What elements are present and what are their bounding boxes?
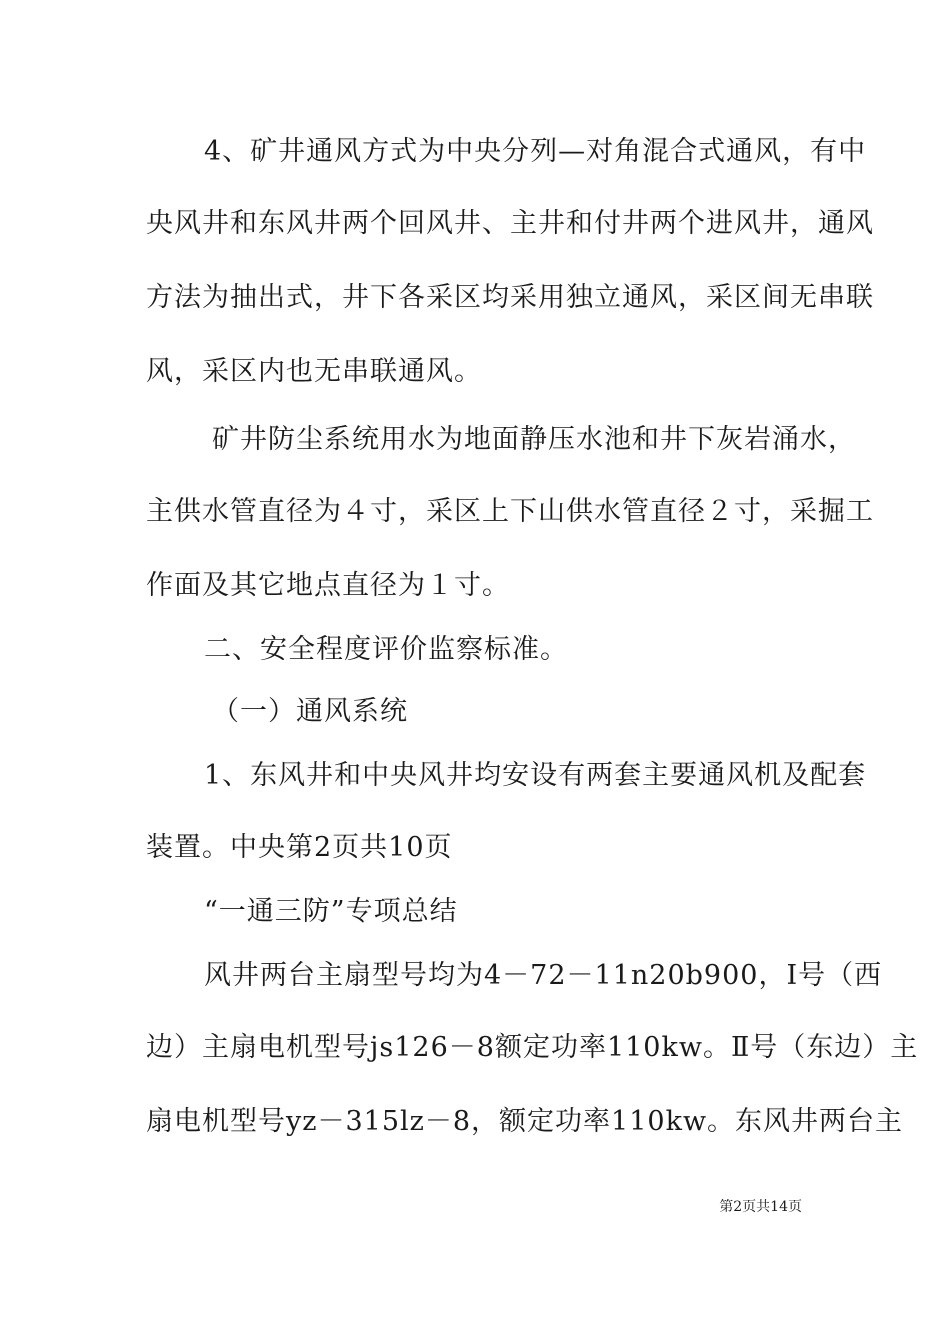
paragraph-line-8: 1、东风井和中央风井均安设有两套主要通风机及配套 (204, 760, 867, 791)
paragraph-line-3: 方法为抽出式，井下各采区均采用独立通风，采区间无串联 (146, 282, 874, 313)
subsection-heading: （一）通风系统 (212, 696, 408, 727)
paragraph-line-5: 矿井防尘系统用水为地面静压水池和井下灰岩涌水， (212, 424, 856, 455)
paragraph-line-10: 风井两台主扇型号均为4－72－11n20b900，Ⅰ号（西 (204, 960, 883, 991)
paragraph-line-9: 装置。中央第2页共10页 (146, 832, 453, 863)
paragraph-line-6: 主供水管直径为４寸，采区上下山供水管直径２寸，采掘工 (146, 496, 874, 527)
paragraph-line-11: 边）主扇电机型号js126－8额定功率110kw。Ⅱ号（东边）主 (146, 1032, 919, 1063)
paragraph-line-7: 作面及其它地点直径为１寸。 (146, 570, 510, 601)
paragraph-line-2: 央风井和东风井两个回风井、主井和付井两个进风井，通风 (146, 208, 874, 239)
paragraph-line-12: 扇电机型号yz－315lz－8，额定功率110kw。东风井两台主 (146, 1106, 904, 1137)
paragraph-line-1: 4、矿井通风方式为中央分列—对角混合式通风，有中 (204, 136, 867, 167)
section-heading: 二、安全程度评价监察标准。 (204, 634, 568, 665)
page-number-footer: 第2页共14页 (719, 1199, 802, 1215)
summary-title: “一通三防”专项总结 (204, 896, 458, 927)
paragraph-line-4: 风，采区内也无串联通风。 (146, 356, 482, 387)
